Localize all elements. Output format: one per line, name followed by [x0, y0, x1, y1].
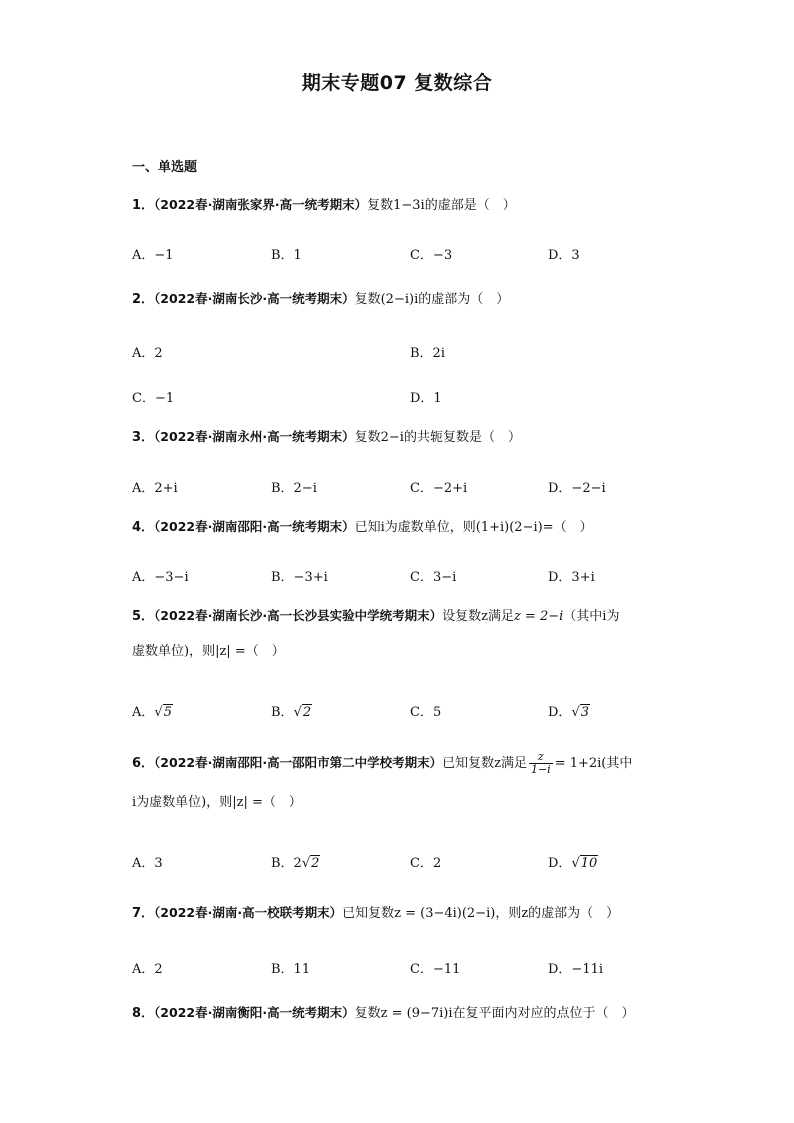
math-expression: 1−3i [393, 198, 425, 213]
option-row [132, 387, 692, 411]
option-row [132, 244, 692, 268]
option-row [132, 852, 692, 876]
question-source: （2022春·湖南邵阳·高一邵阳市第二中学校考期末） [154, 755, 443, 770]
question-6 [132, 748, 664, 779]
question-5-continued [132, 637, 664, 667]
option-c[interactable]: C．−11 [410, 962, 461, 977]
sqrt-symbol: √2 [301, 856, 320, 871]
question-text: i为虚数单位)，则|z| =（ ） [132, 795, 302, 810]
option-a[interactable]: A．2+i [132, 481, 178, 496]
option-a[interactable]: A．−1 [132, 248, 174, 263]
question-text: 虚数单位)，则|z| =（ ） [132, 644, 285, 659]
option-d[interactable]: D．1 [410, 391, 442, 406]
option-row [132, 566, 692, 590]
option-c[interactable]: C．2 [410, 856, 442, 871]
option-a[interactable]: A．−3−i [132, 570, 189, 585]
question-text: 复数 [354, 1006, 381, 1021]
sqrt-symbol: √10 [571, 856, 598, 871]
question-text: 的共轭复数是（ ） [403, 430, 521, 445]
option-d[interactable]: D．−11i [548, 962, 604, 977]
question-text: 复数 [367, 198, 394, 213]
question-source: （2022春·湖南长沙·高一长沙县实验中学统考期末） [154, 608, 443, 623]
sqrt-symbol: √5 [154, 705, 172, 720]
question-number: 4． [132, 520, 155, 535]
option-label: D． [548, 705, 572, 720]
radicand: 5 [163, 705, 172, 720]
sqrt-symbol: √3 [571, 705, 590, 720]
question-number: 8． [132, 1006, 155, 1021]
question-text: 复数 [354, 292, 381, 307]
option-d[interactable] [548, 701, 590, 720]
question-4 [132, 512, 664, 543]
question-text: 已知复数 [342, 906, 395, 921]
math-expression: (1+i)(2−i) [475, 520, 543, 535]
option-b[interactable] [271, 701, 312, 720]
option-b[interactable]: B．2i [410, 346, 445, 361]
question-text: （其中i为 [563, 609, 620, 624]
question-text: =（ ） [542, 520, 593, 535]
option-row [132, 958, 692, 982]
question-2 [132, 284, 664, 315]
question-text: 的虚部为（ ） [418, 292, 510, 307]
math-expression: z = (9−7i)i [380, 1006, 453, 1021]
question-7 [132, 898, 664, 929]
radicand: 10 [580, 856, 598, 871]
question-text: 的虚部是（ ） [424, 198, 516, 213]
question-number: 7． [132, 906, 155, 921]
option-a[interactable]: A．3 [132, 856, 163, 871]
question-source: （2022春·湖南张家界·高一统考期末） [154, 197, 368, 212]
option-row [132, 342, 692, 366]
question-text: 复数 [354, 430, 381, 445]
option-row [132, 701, 692, 725]
math-expression: 2−i [380, 430, 404, 445]
math-expression: (2−i)i [380, 292, 419, 307]
page-title: 期末专题07 复数综合 [301, 72, 493, 94]
math-expression: z = 2−i [513, 609, 564, 624]
question-number: 2． [132, 292, 155, 307]
option-c[interactable]: C．5 [410, 705, 442, 720]
question-number: 3． [132, 430, 155, 445]
option-c[interactable]: C．−2+i [410, 481, 468, 496]
math-expression: z = (3−4i)(2−i) [394, 906, 496, 921]
math-expression: = 1+2i(其中 [554, 756, 633, 771]
question-text: 在复平面内对应的点位于（ ） [452, 1006, 635, 1021]
question-1 [132, 190, 664, 221]
radicand: 2 [311, 856, 320, 871]
option-c[interactable]: C．−1 [132, 391, 175, 406]
fraction [529, 751, 553, 776]
option-b[interactable]: B．2−i [271, 481, 317, 496]
option-c[interactable]: C．−3 [410, 248, 453, 263]
option-b[interactable]: B．1 [271, 248, 302, 263]
option-d[interactable]: D．3 [548, 248, 580, 263]
question-text: 设复数z满足 [442, 609, 514, 624]
option-d[interactable]: D．3+i [548, 570, 595, 585]
option-b[interactable]: B．−3+i [271, 570, 328, 585]
question-5 [132, 601, 664, 632]
option-d[interactable]: D．−2−i [548, 481, 606, 496]
radicand: 3 [580, 705, 590, 720]
question-number: 1． [132, 198, 155, 213]
question-source: （2022春·湖南邵阳·高一统考期末） [154, 519, 355, 534]
option-a[interactable]: A．2 [132, 346, 163, 361]
question-source: （2022春·湖南永州·高一统考期末） [154, 429, 355, 444]
question-3 [132, 422, 664, 453]
question-source: （2022春·湖南·高一校联考期末） [154, 905, 343, 920]
option-d[interactable] [548, 852, 598, 871]
radicand: 2 [302, 705, 312, 720]
numerator: z [529, 751, 553, 764]
question-number: 6． [132, 756, 155, 771]
option-a[interactable]: A．2 [132, 962, 163, 977]
option-label: A． [132, 705, 155, 720]
option-a[interactable] [132, 701, 173, 720]
option-b[interactable]: B．11 [271, 962, 311, 977]
denominator: 1−i [530, 763, 551, 776]
section-heading: 一、单选题 [132, 160, 198, 175]
question-8 [132, 998, 664, 1029]
question-text: 已知复数z满足 [442, 756, 527, 771]
option-b[interactable] [271, 852, 320, 871]
question-source: （2022春·湖南长沙·高一统考期末） [154, 291, 355, 306]
option-row [132, 477, 692, 501]
question-text: ，则z的虚部为（ ） [495, 906, 620, 921]
option-label: B． [271, 705, 294, 720]
question-6-continued [132, 788, 664, 818]
option-label: D． [548, 856, 572, 871]
question-number: 5． [132, 609, 155, 624]
sqrt-symbol: √2 [293, 705, 312, 720]
question-source: （2022春·湖南衡阳·高一统考期末） [154, 1005, 355, 1020]
option-label: B．2 [271, 856, 302, 871]
question-text: 已知i为虚数单位，则 [354, 520, 476, 535]
option-c[interactable]: C．3−i [410, 570, 457, 585]
